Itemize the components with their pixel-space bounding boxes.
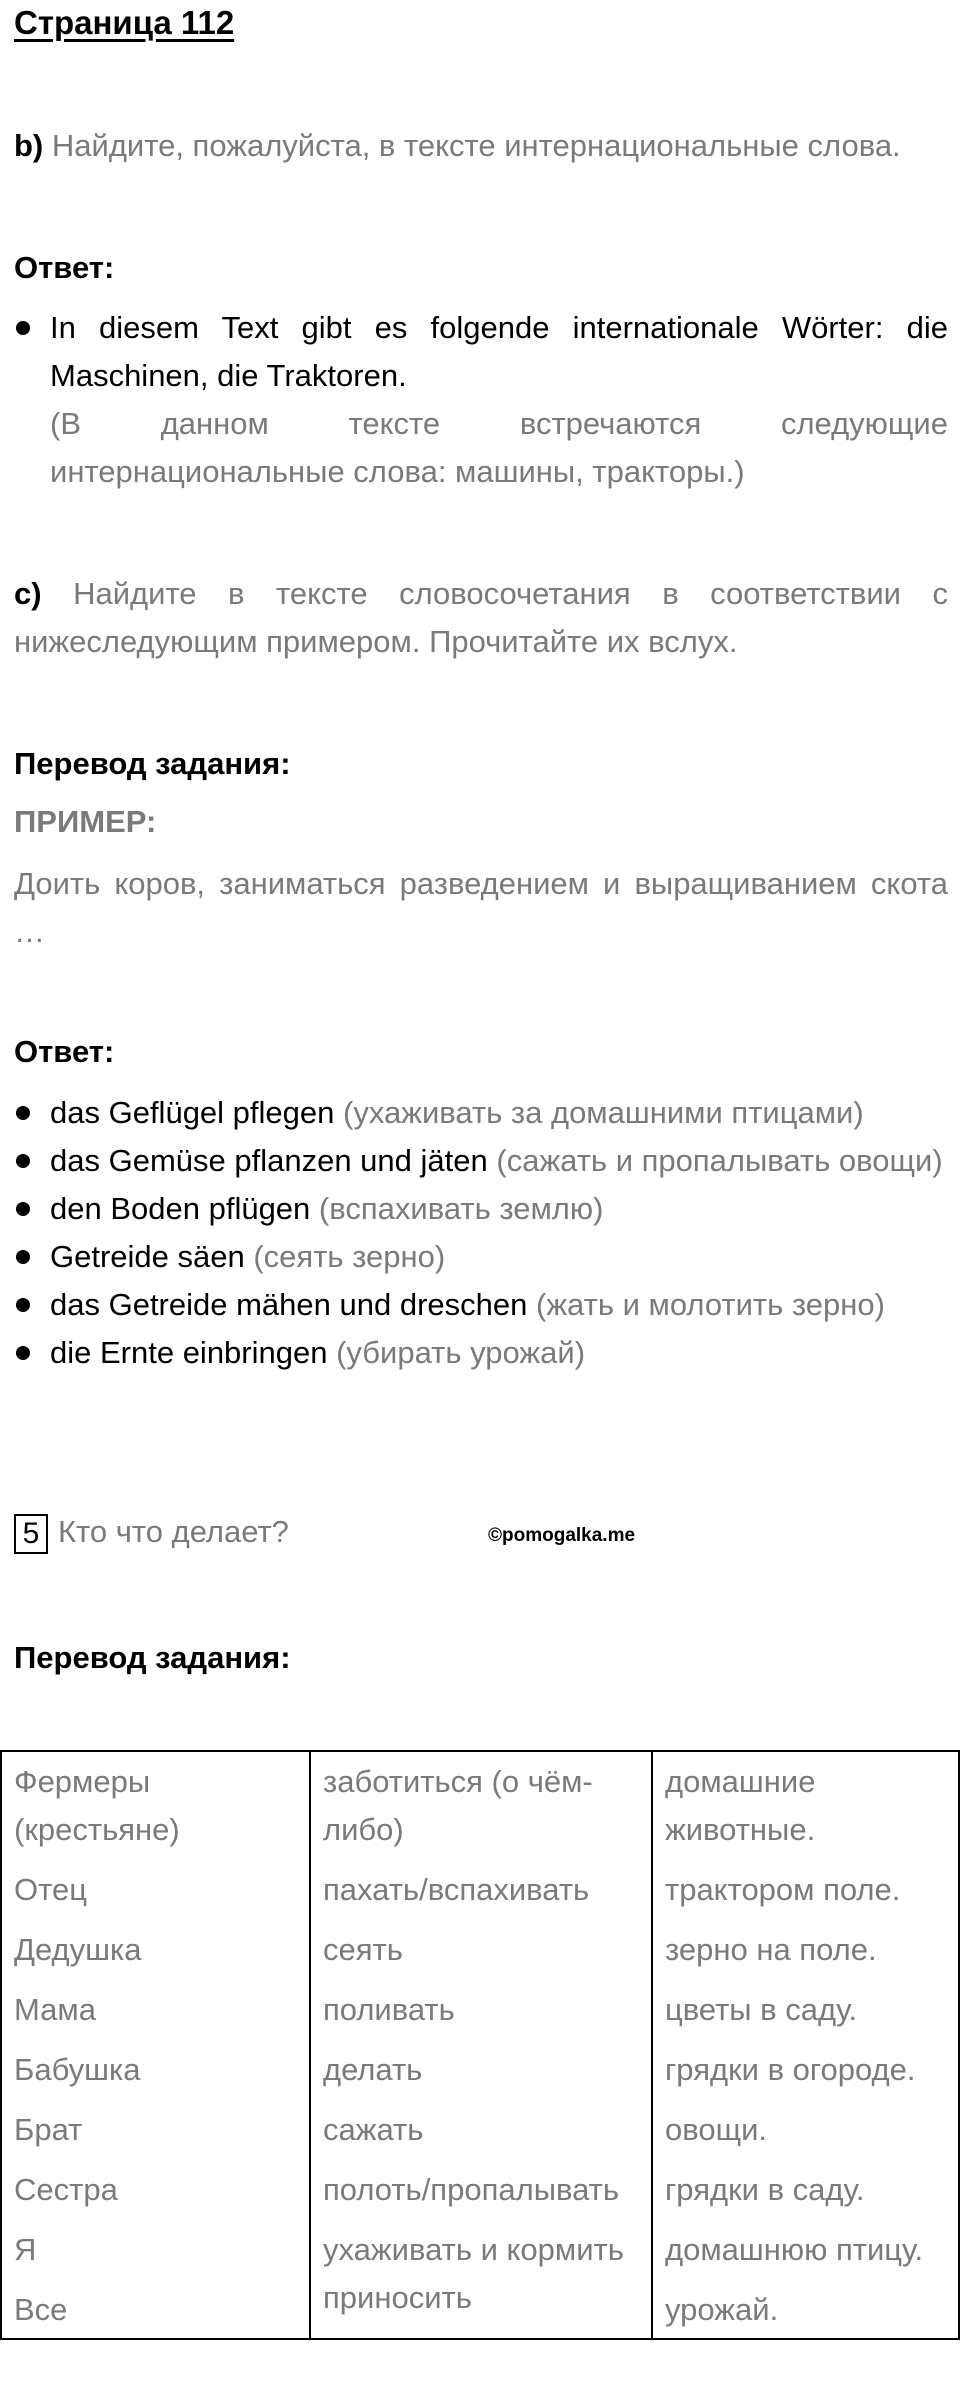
answer-b-russian: (В данном тексте встречаются следующие интернациональные слова: машины, тракторы.) [50, 406, 948, 489]
answer-c-de: den Boden pflügen [50, 1191, 311, 1226]
table-cell: домашнюю птицу. [665, 2232, 924, 2267]
table-cell: сеять [323, 1932, 403, 1967]
table-cell: домашние животные. [665, 1764, 816, 1847]
table-cell: грядки в огороде. [665, 2052, 916, 2087]
answer-c-de: das Geflügel pflegen [50, 1095, 335, 1130]
table-cell: Все [14, 2292, 68, 2327]
list-item [14, 1329, 948, 1377]
answer-c-ru: (ухаживать за домашними птицами) [343, 1095, 864, 1130]
example-label: ПРИМЕР: [14, 804, 157, 839]
table-cell: заботиться (о чём-либо) [323, 1764, 593, 1847]
table-cell: пахать/вспахивать [323, 1872, 590, 1907]
bullet-icon [16, 321, 30, 335]
table-cell: полоть/пропалывать [323, 2172, 619, 2207]
table-cell: грядки в саду. [665, 2172, 865, 2207]
table-row [1, 1751, 959, 2339]
bullet-icon [16, 1250, 30, 1264]
table-column-verbs [310, 1751, 652, 2339]
answer-c-ru: (жать и молотить зерно) [536, 1287, 885, 1322]
table-cell: сажать [323, 2112, 424, 2147]
list-item [14, 1233, 948, 1281]
table-cell: Дедушка [14, 1932, 142, 1967]
list-item [14, 1089, 948, 1137]
task-number-box: 5 [14, 1514, 48, 1554]
answer-c-de: das Getreide mähen und dreschen [50, 1287, 528, 1322]
list-item [14, 1281, 948, 1329]
answer-c-heading: Ответ: [14, 1034, 115, 1069]
table-column-objects [652, 1751, 959, 2339]
answer-c-de: Getreide säen [50, 1239, 245, 1274]
translation-c-heading: Перевод задания: [14, 746, 291, 781]
table-cell: Бабушка [14, 2052, 141, 2087]
translation-5-heading: Перевод задания: [14, 1640, 291, 1675]
copyright-watermark: ©pomogalka.me [488, 1525, 636, 1546]
task-b-text: Найдите, пожалуйста, в тексте интернациональные слова. [51, 128, 901, 163]
bullet-icon [16, 1298, 30, 1312]
table-cell: Я [14, 2232, 37, 2267]
example-text: Доить коров, заниматься разведением и выращиванием скота … [14, 866, 948, 949]
bullet-icon [16, 1346, 30, 1360]
task-5 [14, 1508, 289, 1556]
bullet-icon [16, 1154, 30, 1168]
task-5-text: Кто что делает? [58, 1514, 289, 1549]
task-b-label: b) [14, 128, 44, 163]
answer-b-heading: Ответ: [14, 250, 115, 285]
table-cell: приносить [323, 2280, 472, 2315]
table-cell: Брат [14, 2112, 83, 2147]
answer-b-list [14, 304, 948, 496]
list-item [14, 1185, 948, 1233]
table-cell: трактором поле. [665, 1872, 901, 1907]
answer-c-list [14, 1089, 948, 1377]
answer-c-de: das Gemüse pflanzen und jäten [50, 1143, 488, 1178]
answer-c-de: die Ernte einbringen [50, 1335, 328, 1370]
task-5-table [0, 1750, 960, 2340]
bullet-icon [16, 1202, 30, 1216]
table-cell: поливать [323, 1992, 455, 2027]
table-cell: Фермеры (крестьяне) [14, 1764, 180, 1847]
answer-c-ru: (сеять зерно) [253, 1239, 446, 1274]
list-item [14, 1137, 948, 1185]
answer-c-ru: (убирать урожай) [336, 1335, 586, 1370]
table-cell: овощи. [665, 2112, 768, 2147]
table-cell: Мама [14, 1992, 96, 2027]
table-cell: цветы в саду. [665, 1992, 858, 2027]
task-c-label: c) [14, 576, 42, 611]
table-cell: зерно на поле. [665, 1932, 877, 1967]
task-c-text: Найдите в тексте словосочетания в соответствии с нижеследующим примером. Прочитайте их вслух. [14, 576, 948, 659]
table-column-subjects [1, 1751, 310, 2339]
table-cell: Сестра [14, 2172, 118, 2207]
answer-c-ru: (сажать и пропалывать овощи) [496, 1143, 943, 1178]
task-b [14, 122, 948, 170]
bullet-icon [16, 1106, 30, 1120]
table-cell: Отец [14, 1872, 87, 1907]
page-title: Страница 112 [14, 4, 235, 41]
task-c [14, 570, 948, 666]
list-item [14, 304, 948, 496]
answer-b-german: In diesem Text gibt es folgende internationale Wörter: die Maschinen, die Traktoren. [50, 310, 948, 393]
answer-c-ru: (вспахивать землю) [318, 1191, 604, 1226]
table-cell: ухаживать и кормить [323, 2232, 624, 2267]
table-cell: урожай. [665, 2292, 779, 2327]
table-cell: делать [323, 2052, 423, 2087]
